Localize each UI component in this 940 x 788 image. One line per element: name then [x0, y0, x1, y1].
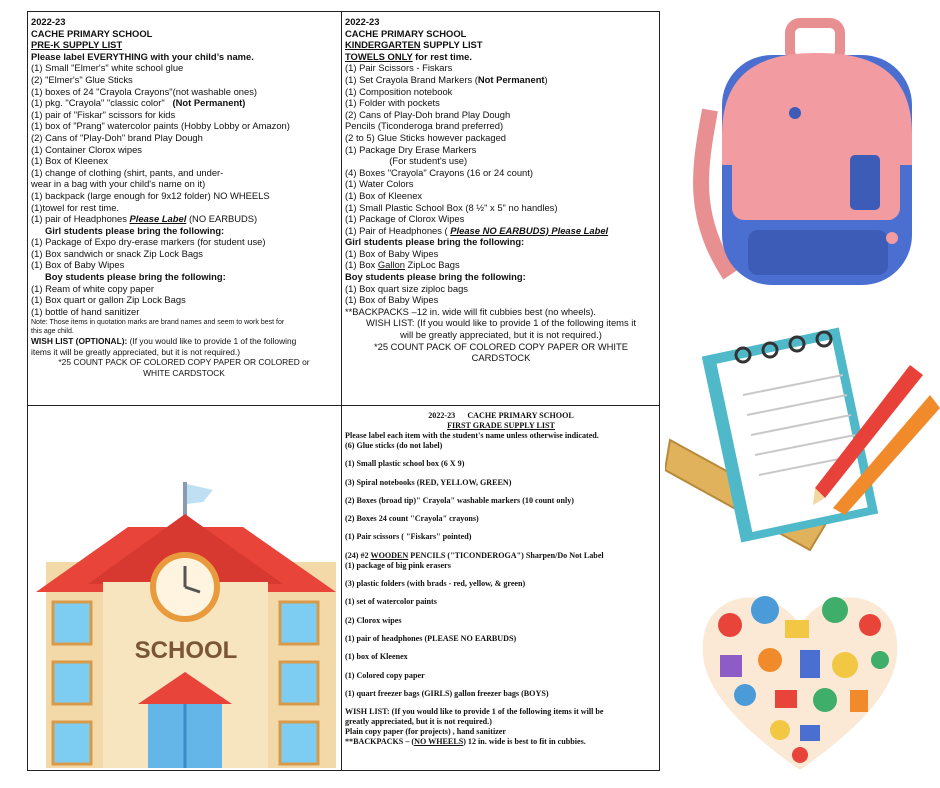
kinder-item: (For student's use)	[345, 155, 468, 167]
prek-wish-item: WHITE CARDSTOCK	[143, 367, 225, 378]
first-item: (1) Colored copy paper	[345, 670, 425, 680]
first-item: (1) quart freezer bags (GIRLS) gallon freezer bags (BOYS)	[345, 688, 549, 698]
first-item: (1) box of Kleenex	[345, 652, 408, 662]
kinder-girls-item-bags: (1) Box Gallon ZipLoc Bags	[345, 259, 460, 271]
kinder-item: (1) Pair Scissors - Fiskars	[345, 62, 453, 74]
prek-item: (2) Cans of "Play-Doh" brand Play Dough	[31, 131, 203, 143]
first-year-school: 2022-23 CACHE PRIMARY SCHOOL	[428, 411, 574, 420]
first-item: (2) Boxes 24 count "Crayola" crayons)	[345, 514, 479, 524]
school-supplies-heart-icon	[695, 580, 905, 775]
kinder-item: (2) Cans of Play-Doh brand Play Dough	[345, 108, 511, 120]
prek-note: this age child.	[31, 327, 74, 335]
supply-lists-grid	[27, 11, 660, 771]
kinder-item: (1) Water Colors	[345, 178, 414, 190]
prek-girls-item: (1) Box of Baby Wipes	[31, 259, 125, 271]
kinder-title: KINDERGARTEN SUPPLY LIST	[345, 39, 483, 51]
prek-item: (2) "Elmer's" Glue Sticks	[31, 73, 133, 85]
first-item: (1) pair of headphones (PLEASE NO EARBUDS)	[345, 633, 517, 643]
first-grade-supply-list	[345, 411, 657, 747]
first-item: (6) Glue sticks (do not label)	[345, 441, 443, 450]
kinder-item-markers: (1) Set Crayola Brand Markers (Not Permanent)	[345, 73, 548, 85]
prek-item: (1) box of "Prang" watercolor paints (Hobby Lobby or Amazon)	[31, 120, 290, 132]
prek-boys-item: (1) Ream of white copy paper	[31, 282, 154, 294]
prek-title: PRE-K SUPPLY LIST	[31, 39, 123, 51]
first-wish-text: greatly appreciated, but it is not required.)	[345, 717, 492, 727]
first-title: FIRST GRADE SUPPLY LIST	[447, 421, 555, 430]
kinder-item: (1) Box of Kleenex	[345, 189, 423, 201]
first-backpacks: **BACKPACKS – (NO WHEELS) 12 in. wide is best to fit in cubbies.	[345, 737, 586, 747]
kinder-item-headphones: (1) Pair of Headphones ( Please NO EARBUDS) Please Label	[345, 224, 609, 236]
kinder-item: (1) Package of Clorox Wipes	[345, 213, 465, 225]
kinder-backpacks: **BACKPACKS –12 in. wide will fit cubbies best (no wheels).	[345, 305, 596, 317]
prek-girls-item: (1) Package of Expo dry-erase markers (for student use)	[31, 236, 266, 248]
prek-boys-item: (1) Box quart or gallon Zip Lock Bags	[31, 294, 186, 306]
first-item: (1) package of big pink erasers	[345, 560, 451, 570]
prek-item: (1) change of clothing (shirt, pants, and under-	[31, 166, 224, 178]
kinder-wish-list: WISH LIST: (If you would like to provide 1 of the following items it	[366, 317, 636, 329]
grid-divider-horizontal	[28, 405, 659, 406]
prek-item: (1) Container Clorox wipes	[31, 143, 142, 155]
kinder-girls-heading: Girl students please bring the following:	[345, 236, 525, 248]
kinder-wish-text: will be greatly appreciated, but it is not required.)	[400, 329, 602, 341]
prek-item: (1) Small "Elmer's" white school glue	[31, 62, 184, 74]
prek-boys-item: (1) bottle of hand sanitizer	[31, 305, 140, 317]
kinder-item: (1) Folder with pockets	[345, 97, 440, 109]
kinder-girls-item: (1) Box of Baby Wipes	[345, 247, 439, 259]
prek-wish-item: *25 COUNT PACK OF COLORED COPY PAPER OR COLORED or	[58, 357, 310, 368]
first-wish-list: WISH LIST: (If you would like to provide 1 of the following items it will be	[345, 707, 604, 717]
kinder-item: (2 to 5) Glue Sticks however packaged	[345, 131, 507, 143]
first-item: (2) Clorox wipes	[345, 615, 402, 625]
prek-item: (1) boxes of 24 "Crayola Crayons"(not washable ones)	[31, 85, 258, 97]
prek-boys-heading: Boy students please bring the following:	[45, 271, 226, 283]
prek-item-headphones: (1) pair of Headphones Please Label (NO EARBUDS)	[31, 213, 258, 225]
school-sign-text: SCHOOL	[134, 637, 238, 664]
first-item: (3) plastic folders (with brads - red, yellow, & green)	[345, 579, 526, 589]
prek-item: (1) backpack (large enough for 9x12 folder) NO WHEELS	[31, 189, 270, 201]
kinder-boys-item: (1) Box of Baby Wipes	[345, 294, 439, 306]
prek-school: CACHE PRIMARY SCHOOL	[31, 27, 153, 39]
backpack-icon	[660, 15, 940, 290]
kinder-year: 2022-23	[345, 16, 380, 27]
prek-item: wear in a bag with your child's name on it)	[31, 178, 206, 190]
kindergarten-supply-list	[345, 16, 657, 364]
prek-item-crayola-pkg: (1) pkg. "Crayola" "classic color" (Not Permanent)	[31, 97, 246, 109]
prek-supply-list	[31, 16, 337, 378]
prek-wish-text: items it will be greatly appreciated, but it is not required.)	[31, 346, 241, 357]
first-item: (2) Boxes (broad tip)" Crayola" washable markers (10 count only)	[345, 495, 574, 505]
first-label-note: Please label each item with the student's name unless otherwise indicated.	[345, 431, 599, 440]
kinder-boys-heading: Boy students please bring the following:	[345, 271, 526, 283]
kinder-item: (1) Composition notebook	[345, 85, 453, 97]
prek-label-note: Please label EVERYTHING with your child’s name.	[31, 50, 254, 62]
prek-girls-heading: Girl students please bring the following:	[45, 224, 225, 236]
kinder-item: Pencils (Ticonderoga brand preferred)	[345, 120, 504, 132]
prek-item: (1)towel for rest time.	[31, 201, 120, 213]
first-item: (1) Small plastic school box (6 X 9)	[345, 459, 465, 469]
kinder-item: (1) Package Dry Erase Markers	[345, 143, 477, 155]
first-item: (1) Pair scissors ( "Fiskars" pointed)	[345, 532, 472, 542]
kinder-item: (1) Small Plastic School Box (8 ½" x 5" no handles)	[345, 201, 558, 213]
first-item: (1) set of watercolor paints	[345, 597, 437, 607]
prek-item: (1) pair of "Fiskar" scissors for kids	[31, 108, 176, 120]
kinder-boys-item: (1) Box quart size ziploc bags	[345, 282, 468, 294]
school-building-icon	[28, 472, 340, 772]
first-wish-item: Plain copy paper (for projects) , hand sanitizer	[345, 727, 506, 737]
first-item: (3) Spiral notebooks (RED, YELLOW, GREEN)	[345, 477, 512, 487]
notepad-pencils-ruler-icon	[665, 320, 940, 575]
prek-item: (1) Box of Kleenex	[31, 155, 109, 167]
prek-year: 2022-23	[31, 16, 66, 27]
grid-divider-vertical	[341, 12, 342, 770]
kinder-towels: TOWELS ONLY for rest time.	[345, 50, 472, 62]
prek-wish-list: WISH LIST (OPTIONAL): (If you would like to provide 1 of the following	[31, 336, 297, 347]
kinder-wish-item: CARDSTOCK	[471, 352, 531, 364]
kinder-wish-item: *25 COUNT PACK OF COLORED COPY PAPER OR WHITE	[373, 340, 629, 352]
first-item-pencils: (24) #2 WOODEN PENCILS ("TICONDEROGA") Sharpen/Do Not Label	[345, 550, 604, 560]
prek-note: Note: Those items in quotation marks are brand names and seem to work best for	[31, 319, 285, 327]
kinder-school: CACHE PRIMARY SCHOOL	[345, 27, 467, 39]
prek-girls-item: (1) Box sandwich or snack Zip Lock Bags	[31, 247, 203, 259]
kinder-item: (4) Boxes "Crayola" Crayons (16 or 24 count)	[345, 166, 533, 178]
